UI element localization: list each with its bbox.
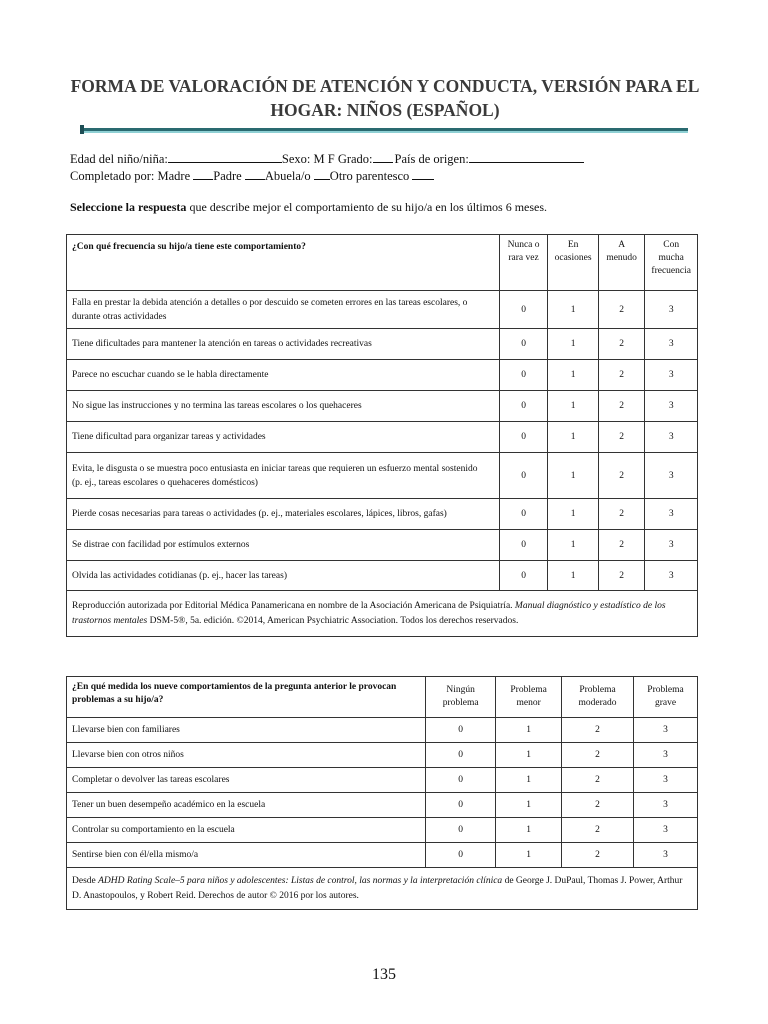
father-label: Padre bbox=[213, 169, 242, 183]
rating-option-2[interactable]: 2 bbox=[598, 561, 645, 591]
impairment-area: Llevarse bien con otros niños bbox=[67, 743, 426, 768]
rating-option-3[interactable]: 3 bbox=[634, 768, 698, 793]
rating-option-3[interactable]: 3 bbox=[645, 391, 698, 422]
rating-option-0[interactable]: 0 bbox=[426, 743, 496, 768]
rating-option-3[interactable]: 3 bbox=[645, 499, 698, 530]
behavior-statement: Tiene dificultades para mantener la atención en tareas o actividades recreativas bbox=[67, 329, 500, 360]
rating-option-1[interactable]: 1 bbox=[548, 453, 599, 499]
rating-option-3[interactable]: 3 bbox=[634, 743, 698, 768]
frequency-row bbox=[67, 499, 698, 530]
rating-option-2[interactable]: 2 bbox=[598, 530, 645, 561]
rating-option-1[interactable]: 1 bbox=[496, 793, 562, 818]
rating-option-3[interactable]: 3 bbox=[634, 718, 698, 743]
child-age-label: Edad del niño/niña: bbox=[70, 152, 168, 166]
impairment-row bbox=[67, 818, 698, 843]
behavior-statement: No sigue las instrucciones y no termina las tareas escolares o los quehaceres bbox=[67, 391, 500, 422]
title-divider bbox=[82, 128, 688, 133]
rating-option-1[interactable]: 1 bbox=[548, 561, 599, 591]
impairment-area: Tener un buen desempeño académico en la escuela bbox=[67, 793, 426, 818]
rating-option-1[interactable]: 1 bbox=[496, 768, 562, 793]
completed-by-mother-label: Completado por: Madre bbox=[70, 169, 191, 183]
behavior-statement: Parece no escuchar cuando se le habla directamente bbox=[67, 360, 500, 391]
frequency-row bbox=[67, 391, 698, 422]
rating-option-0[interactable]: 0 bbox=[499, 360, 548, 391]
rating-option-1[interactable]: 1 bbox=[548, 499, 599, 530]
rating-option-2[interactable]: 2 bbox=[562, 768, 634, 793]
impairment-row bbox=[67, 768, 698, 793]
impairment-row bbox=[67, 743, 698, 768]
rating-option-2[interactable]: 2 bbox=[562, 718, 634, 743]
frequency-row bbox=[67, 422, 698, 453]
rating-option-3[interactable]: 3 bbox=[645, 530, 698, 561]
rating-option-0[interactable]: 0 bbox=[499, 530, 548, 561]
impairment-area: Llevarse bien con familiares bbox=[67, 718, 426, 743]
impairment-question: ¿En qué medida los nueve comportamientos de la pregunta anterior le provocan problemas a su hijo/a? bbox=[67, 677, 426, 718]
rating-option-0[interactable]: 0 bbox=[499, 499, 548, 530]
title-line-2: HOGAR: NIÑOS (ESPAÑOL) bbox=[270, 100, 500, 120]
rating-option-2[interactable]: 2 bbox=[598, 329, 645, 360]
rating-option-3[interactable]: 3 bbox=[634, 843, 698, 868]
rating-option-0[interactable]: 0 bbox=[499, 453, 548, 499]
child-age-field[interactable] bbox=[168, 150, 282, 163]
grade-field[interactable] bbox=[373, 150, 393, 163]
impairment-table bbox=[66, 676, 698, 910]
title-line-1: FORMA DE VALORACIÓN DE ATENCIÓN Y CONDUCTA, VERSIÓN PARA EL bbox=[70, 76, 700, 96]
grandparent-label: Abuela/o bbox=[264, 169, 311, 183]
child-info-section bbox=[70, 150, 584, 184]
rating-option-0[interactable]: 0 bbox=[499, 391, 548, 422]
info-line-1 bbox=[70, 150, 584, 167]
page-number: 135 bbox=[372, 966, 396, 983]
rating-option-3[interactable]: 3 bbox=[634, 818, 698, 843]
father-field[interactable] bbox=[245, 167, 265, 180]
rating-option-0[interactable]: 0 bbox=[426, 793, 496, 818]
rating-option-1[interactable]: 1 bbox=[496, 718, 562, 743]
other-relative-label: Otro parentesco bbox=[329, 169, 410, 183]
rating-option-3[interactable]: 3 bbox=[645, 360, 698, 391]
rating-option-3[interactable]: 3 bbox=[645, 453, 698, 499]
rating-option-1[interactable]: 1 bbox=[548, 291, 599, 329]
impairment-area: Sentirse bien con él/ella mismo/a bbox=[67, 843, 426, 868]
sex-grade-label: Sexo: M F Grado: bbox=[281, 152, 373, 166]
mother-field[interactable] bbox=[193, 167, 213, 180]
rating-option-1[interactable]: 1 bbox=[496, 843, 562, 868]
impairment-area: Completar o devolver las tareas escolares bbox=[67, 768, 426, 793]
behavior-statement: Falla en prestar la debida atención a detalles o por descuido se cometen errores en las tareas escolares, o durante otras actividades bbox=[67, 291, 500, 329]
header-problema-moderado: Problema moderado bbox=[562, 677, 634, 718]
rating-option-3[interactable]: 3 bbox=[645, 422, 698, 453]
behavior-statement: Evita, le disgusta o se muestra poco entusiasta en iniciar tareas que requieren un esfuerzo mental sostenido (p. ej., tareas escolares o quehaceres domésticos) bbox=[67, 453, 500, 499]
frequency-row bbox=[67, 561, 698, 591]
frequency-question: ¿Con qué frecuencia su hijo/a tiene este comportamiento? bbox=[67, 235, 500, 291]
rating-option-1[interactable]: 1 bbox=[548, 391, 599, 422]
rating-option-1[interactable]: 1 bbox=[548, 360, 599, 391]
rating-option-2[interactable]: 2 bbox=[562, 743, 634, 768]
rating-option-3[interactable]: 3 bbox=[645, 291, 698, 329]
behavior-statement: Se distrae con facilidad por estímulos externos bbox=[67, 530, 500, 561]
impairment-row bbox=[67, 718, 698, 743]
rating-option-2[interactable]: 2 bbox=[598, 360, 645, 391]
header-mucha-frecuencia: Con mucha frecuencia bbox=[645, 235, 698, 291]
header-problema-menor: Problema menor bbox=[496, 677, 562, 718]
rating-option-2[interactable]: 2 bbox=[598, 453, 645, 499]
rating-option-0[interactable]: 0 bbox=[426, 768, 496, 793]
frequency-row bbox=[67, 360, 698, 391]
rating-option-3[interactable]: 3 bbox=[645, 561, 698, 591]
rating-option-3[interactable]: 3 bbox=[634, 793, 698, 818]
impairment-area: Controlar su comportamiento en la escuela bbox=[67, 818, 426, 843]
rating-option-0[interactable]: 0 bbox=[499, 561, 548, 591]
header-problema-grave: Problema grave bbox=[634, 677, 698, 718]
rating-option-2[interactable]: 2 bbox=[562, 818, 634, 843]
instructions bbox=[70, 200, 547, 215]
rating-option-3[interactable]: 3 bbox=[645, 329, 698, 360]
rating-option-1[interactable]: 1 bbox=[496, 743, 562, 768]
header-en-ocasiones: En ocasiones bbox=[548, 235, 599, 291]
table2-citation: Desde ADHD Rating Scale–5 para niños y adolescentes: Listas de control, las normas y la interpretación clínica de George J. DuPaul, Thomas J. Power, Arthur D. Anastopoulos, y Robert Reid. Derechos de autor © 2016 por los autores. bbox=[67, 868, 698, 910]
rating-option-2[interactable]: 2 bbox=[598, 291, 645, 329]
behavior-statement: Olvida las actividades cotidianas (p. ej., hacer las tareas) bbox=[67, 561, 500, 591]
rating-option-1[interactable]: 1 bbox=[548, 422, 599, 453]
rating-option-0[interactable]: 0 bbox=[426, 718, 496, 743]
behavior-statement: Tiene dificultad para organizar tareas y actividades bbox=[67, 422, 500, 453]
rating-option-2[interactable]: 2 bbox=[598, 422, 645, 453]
rating-option-0[interactable]: 0 bbox=[499, 422, 548, 453]
instructions-bold: Seleccione la respuesta bbox=[70, 200, 187, 214]
rating-option-2[interactable]: 2 bbox=[598, 499, 645, 530]
header-nunca: Nunca o rara vez bbox=[499, 235, 548, 291]
rating-option-1[interactable]: 1 bbox=[548, 530, 599, 561]
behavior-statement: Pierde cosas necesarias para tareas o actividades (p. ej., materiales escolares, lápices, libros, gafas) bbox=[67, 499, 500, 530]
frequency-table bbox=[66, 234, 698, 637]
header-a-menudo: A menudo bbox=[598, 235, 645, 291]
impairment-table-header bbox=[67, 677, 698, 718]
frequency-table-header bbox=[67, 235, 698, 291]
other-relative-field[interactable] bbox=[412, 167, 434, 180]
grandparent-field[interactable] bbox=[314, 167, 330, 180]
impairment-row bbox=[67, 793, 698, 818]
country-label: País de origen: bbox=[394, 152, 469, 166]
frequency-row bbox=[67, 453, 698, 499]
rating-option-2[interactable]: 2 bbox=[598, 391, 645, 422]
table1-citation: Reproducción autorizada por Editorial Médica Panamericana en nombre de la Asociación Americana de Psiquiatría. Manual diagnóstico y estadístico de los trastornos mentales DSM-5®, 5a. edición. ©2014, American Psychiatric Association. Todos los derechos reservados. bbox=[67, 591, 698, 637]
impairment-row bbox=[67, 843, 698, 868]
rating-option-0[interactable]: 0 bbox=[426, 818, 496, 843]
page-title bbox=[60, 74, 710, 122]
frequency-row bbox=[67, 530, 698, 561]
rating-option-0[interactable]: 0 bbox=[426, 843, 496, 868]
rating-option-1[interactable]: 1 bbox=[496, 818, 562, 843]
instructions-rest: que describe mejor el comportamiento de su hijo/a en los últimos 6 meses. bbox=[186, 200, 548, 214]
country-field[interactable] bbox=[469, 150, 584, 163]
table1-citation-row bbox=[67, 591, 698, 637]
rating-option-2[interactable]: 2 bbox=[562, 843, 634, 868]
rating-option-0[interactable]: 0 bbox=[499, 291, 548, 329]
rating-option-0[interactable]: 0 bbox=[499, 329, 548, 360]
frequency-row bbox=[67, 291, 698, 329]
header-ningun-problema: Ningún problema bbox=[426, 677, 496, 718]
table2-citation-row bbox=[67, 868, 698, 910]
frequency-row bbox=[67, 329, 698, 360]
rating-option-1[interactable]: 1 bbox=[548, 329, 599, 360]
info-line-2 bbox=[70, 167, 584, 184]
rating-option-2[interactable]: 2 bbox=[562, 793, 634, 818]
